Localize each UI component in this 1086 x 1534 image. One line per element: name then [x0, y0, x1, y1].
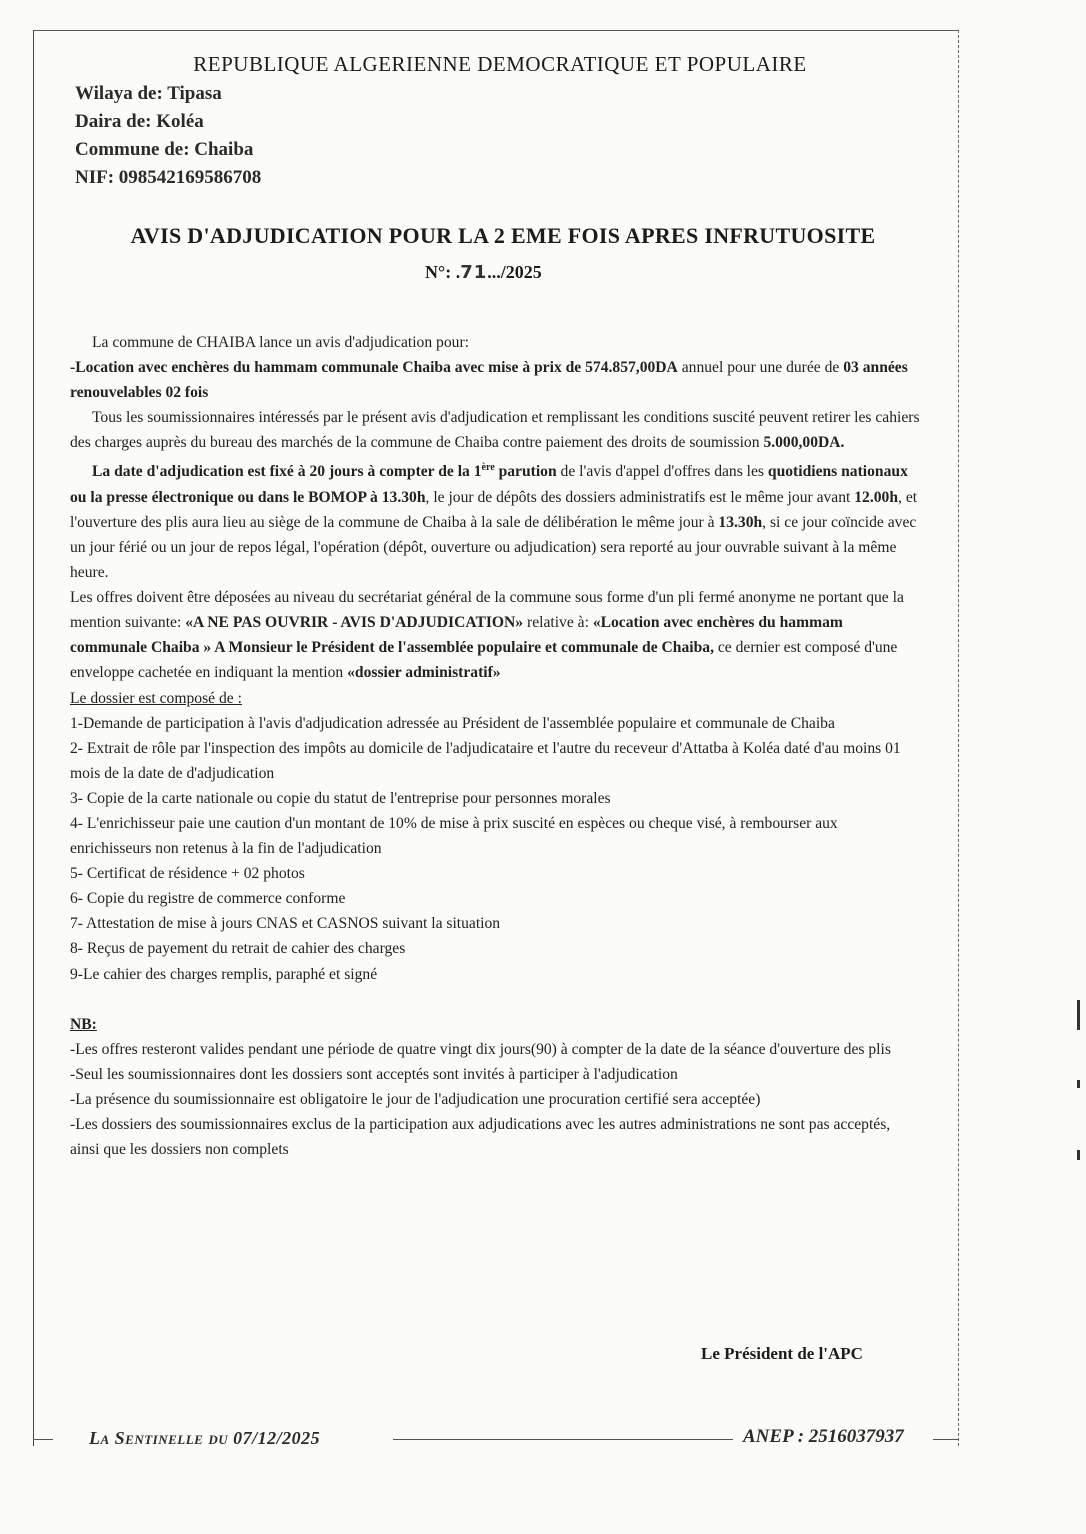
footer-source: La Sentinelle du 07/12/2025: [89, 1428, 321, 1448]
dossier-item: 2- Extrait de rôle par l'inspection des impôts au domicile de l'adjudicataire et l'autre du receveur d'Attatba à Koléa daté d'au moins 01 mois de la date de d'adjudication: [70, 739, 901, 782]
notice-title: AVIS D'ADJUDICATION POUR LA 2 EME FOIS APRES INFRUTUOSITE: [130, 223, 876, 248]
dossier-item: 6- Copie du registre de commerce conforme: [70, 890, 346, 908]
date-bold-e: 13.30h: [718, 513, 763, 531]
object-rest: annuel pour une durée de: [677, 359, 844, 377]
offers-text-b: relative à:: [523, 614, 593, 632]
dossier-item: 4- L'enrichisseur paie une caution d'un montant de 10% de mise à prix suscité en espèces ou cheque visé, à rembourser aux enrichisseurs non retenus à la fin de l'adjudication: [70, 814, 838, 858]
offers-text-a: Les offres doivent être déposées au niveau du secrétariat général de la commune sous forme d'un pli fermé anonyme ne portant que la mention suivante:: [70, 589, 904, 632]
date-text-a: de l'avis d'appel d'offres dans les: [556, 463, 768, 481]
notice-number-prefix: N°: .: [425, 262, 461, 282]
dossier-item: 3- Copie de la carte nationale ou copie du statut de l'entreprise pour personnes morales: [70, 789, 611, 807]
administrative-block: [75, 80, 261, 192]
date-bold-a: La date d'adjudication est fixé à 20 jours à compter de la 1: [92, 463, 482, 481]
signature: Le Président de l'APC: [701, 1344, 863, 1363]
commune-line: Commune de: Chaiba: [75, 139, 254, 160]
withdrawal-text: Tous les soumissionnaires intéressés par le présent avis d'adjudication et remplissant les conditions suscité peuvent retirer les cahiers des charges auprès du bureau des marchés de la commune de Chaiba contre paiement des droits de soumission: [70, 409, 920, 452]
date-bold-c: quotidiens nationaux ou la presse électronique ou dans le BOMOP à 13.30h: [70, 463, 908, 506]
object-paragraph: [70, 355, 920, 405]
footer-anep: ANEP : 2516037937: [743, 1426, 904, 1447]
date-text-c: , et l'ouverture des plis aura lieu au siège de la commune de Chaiba à la sale de délibération le même jour à: [70, 488, 918, 531]
date-bold-b: parution: [494, 463, 557, 481]
dossier-title-text: Le dossier est composé de :: [70, 689, 242, 707]
offers-bold-c: «dossier administratif»: [347, 664, 501, 682]
withdrawal-paragraph: [70, 405, 920, 455]
footer: [33, 1424, 961, 1454]
dossier-item: 8- Reçus de payement du retrait de cahier des charges: [70, 940, 406, 958]
object-duration: 03 années renouvelables 02 fois: [70, 359, 908, 402]
nb-item: -Les dossiers des soumissionnaires exclus de la participation aux adjudications avec les autres administrations ne sont pas acceptés, ainsi que les dossiers non complets: [70, 1116, 891, 1159]
date-paragraph: [70, 455, 920, 585]
intro-paragraph: La commune de CHAIBA lance un avis d'adjudication pour:: [92, 334, 469, 351]
notice-body: [70, 330, 920, 1162]
date-text-d: , si ce jour coïncide avec un jour férié ou un jour de repos légal, l'opération (dépôt, ouverture ou adjudication) sera reporté au jour ouvrable suivant à la même heure.: [70, 513, 917, 582]
notice-number: [425, 262, 542, 283]
nb-item: -Seul les soumissionnaires dont les dossiers sont acceptés sont invités à participer à l'adjudication: [70, 1065, 678, 1083]
withdrawal-amount: 5.000,00DA.: [763, 434, 845, 452]
nb-title: NB:: [70, 1015, 97, 1033]
republic-heading: REPUBLIQUE ALGERIENNE DEMOCRATIQUE ET POPULAIRE: [193, 52, 807, 76]
offers-bold-b: «Location avec enchères du hammam communale Chaiba » A Monsieur le Président de l'assemblée populaire et communale de Chaiba,: [70, 614, 843, 657]
dossier-item: 9-Le cahier des charges remplis, paraphé et signé: [70, 965, 378, 983]
notice-number-suffix: .../2025: [487, 262, 542, 282]
footer-rule-left: [33, 1439, 53, 1440]
offers-paragraph: [70, 585, 920, 685]
nif-line: NIF: 098542169586708: [75, 167, 262, 188]
date-sup: ère: [481, 462, 495, 474]
nb-item: -Les offres resteront valides pendant une période de quatre vingt dix jours(90) à compter de la date de la séance d'ouverture des plis: [70, 1040, 891, 1058]
date-bold-d: 12.00h: [854, 488, 899, 506]
date-text-b: , le jour de dépôts des dossiers administratifs est le même jour avant: [425, 488, 855, 506]
footer-rule-right: [933, 1439, 959, 1440]
dossier-item: 1-Demande de participation à l'avis d'adjudication adressée au Président de l'assemblée populaire et communale de Chaiba: [70, 714, 835, 732]
wilaya-line: Wilaya de: Tipasa: [75, 83, 222, 104]
scan-edge-mark: [1077, 1000, 1080, 1030]
notice-number-handwritten: 71: [460, 262, 488, 283]
daira-line: Daira de: Koléa: [75, 111, 204, 132]
scan-edge-mark: [1077, 1150, 1080, 1160]
object-bold: -Location avec enchères du hammam communale Chaiba avec mise à prix de 574.857,00DA: [70, 359, 678, 377]
offers-bold-a: «A NE PAS OUVRIR - AVIS D'ADJUDICATION»: [185, 614, 524, 632]
dossier-item: 7- Attestation de mise à jours CNAS et CASNOS suivant la situation: [70, 915, 501, 933]
dossier-item: 5- Certificat de résidence + 02 photos: [70, 865, 305, 883]
footer-rule-middle: [393, 1439, 733, 1440]
offers-text-c: ce dernier est composé d'une enveloppe cachetée en indiquant la mention: [70, 639, 898, 682]
nb-item: -La présence du soumissionnaire est obligatoire le jour de l'adjudication une procuration certifié sera acceptée): [70, 1090, 761, 1108]
scan-edge-mark: [1077, 1080, 1080, 1088]
dossier-title: [70, 686, 920, 711]
